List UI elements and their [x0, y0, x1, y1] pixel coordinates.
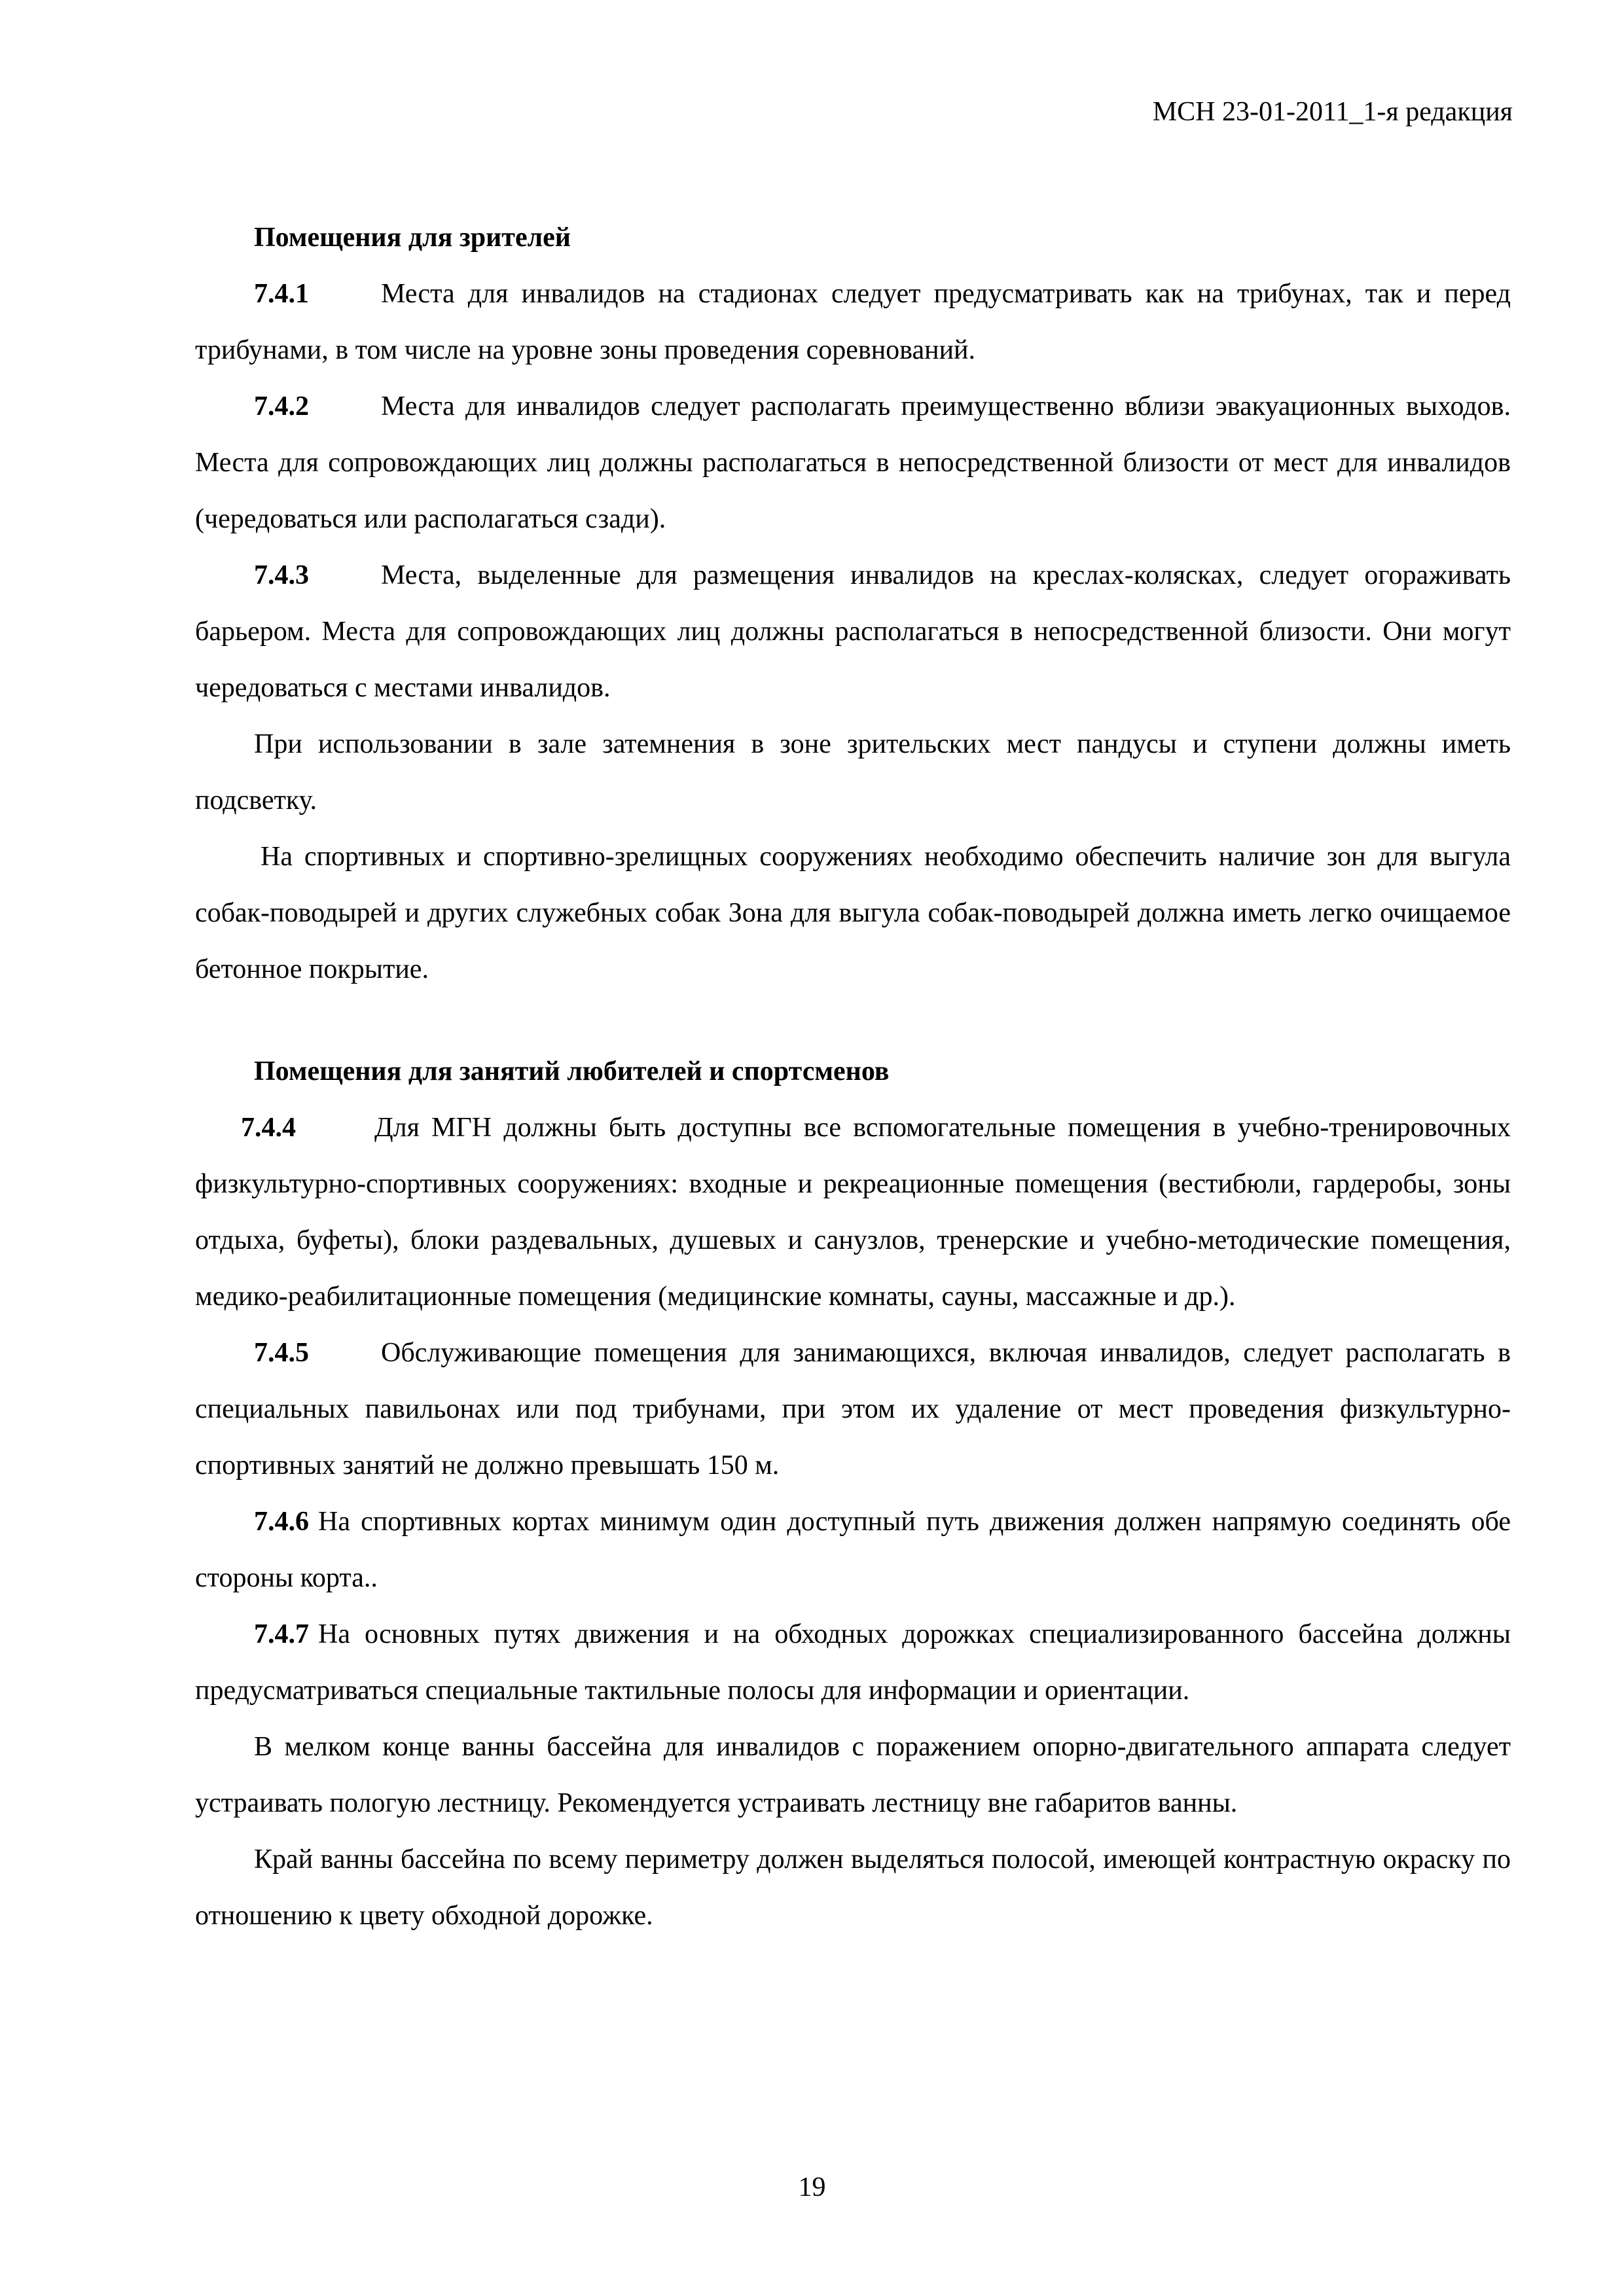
- body-paragraph: На спортивных и спортивно-зрелищных сооружениях необходимо обеспечить наличие зон для выгула собак-поводырей и других служебных собак Зона для выгула собак-поводырей должна иметь легко очищаемое бетонное покрытие.: [195, 842, 1511, 984]
- clause-paragraph: [195, 1100, 1511, 1325]
- body-paragraph: Край ванны бассейна по всему периметру должен выделяться полосой, имеющей контрастную окраску по отношению к цвету обходной дорожке.: [195, 1844, 1511, 1931]
- clause-paragraph: [195, 378, 1511, 547]
- section-heading: Помещения для зрителей: [254, 223, 571, 253]
- clause-number: 7.4.4: [241, 1113, 296, 1143]
- clause-paragraph: [195, 1606, 1511, 1719]
- clause-text: Места, выделенные для размещения инвалидов на креслах-колясках, следует огораживать барьером. Места для сопровождающих лиц должны располагаться в непосредственной близости. Они могут чередоваться с местами инвалидов.: [195, 560, 1511, 703]
- clause-number: 7.4.5: [254, 1338, 309, 1368]
- clause-paragraph: [195, 1325, 1511, 1494]
- section-heading: Помещения для занятий любителей и спортсменов: [254, 1056, 890, 1086]
- clause-number: 7.4.2: [254, 391, 309, 422]
- clause-number: 7.4.1: [254, 279, 309, 309]
- body-paragraph: В мелком конце ванны бассейна для инвалидов с поражением опорно-двигательного аппарата следует устраивать пологую лестницу. Рекомендуется устраивать лестницу вне габаритов ванны.: [195, 1732, 1511, 1818]
- clause-text: Обслуживающие помещения для занимающихся, включая инвалидов, следует располагать в специальных павильонах или под трибунами, при этом их удаление от мест проведения физкультурно-спортивных занятий не должно превышать 150 м.: [195, 1338, 1511, 1480]
- document-code: МСН 23-01-2011_1-я редакция: [1152, 97, 1513, 127]
- clause-paragraph: [195, 266, 1511, 378]
- clause-text: На основных путях движения и на обходных дорожках специализированного бассейна должны предусматриваться специальные тактильные полосы для информации и ориентации.: [195, 1619, 1511, 1706]
- document-body: [195, 209, 1511, 1944]
- clause-paragraph: [195, 547, 1511, 716]
- clause-paragraph: [195, 1494, 1511, 1606]
- clause-text: Места для инвалидов на стадионах следует предусматривать как на трибунах, так и перед трибунами, в том числе на уровне зоны проведения соревнований.: [195, 279, 1511, 365]
- clause-text: На спортивных кортах минимум один доступный путь движения должен напрямую соединять обе стороны корта..: [195, 1507, 1511, 1593]
- clause-number: 7.4.7: [254, 1619, 309, 1649]
- clause-number: 7.4.6: [254, 1507, 309, 1537]
- page-number: 19: [798, 2172, 826, 2202]
- clause-number: 7.4.3: [254, 560, 309, 590]
- clause-text: Для МГН должны быть доступны все вспомогательные помещения в учебно-тренировочных физкультурно-спортивных сооружениях: входные и рекреационные помещения (вестибюли, гардеробы, зоны отдыха, буфеты), блоки раздевальных, душевых и санузлов, тренерские и учебно-методические помещения, медико-реабилитационные помещения (медицинские комнаты, сауны, массажные и др.).: [195, 1113, 1511, 1312]
- body-paragraph: При использовании в зале затемнения в зоне зрительских мест пандусы и ступени должны иметь подсветку.: [195, 729, 1511, 816]
- clause-text: Места для инвалидов следует располагать преимущественно вблизи эвакуационных выходов. Места для сопровождающих лиц должны располагаться в непосредственной близости от мест для инвалидов (чередоваться или располагаться сзади).: [195, 391, 1511, 534]
